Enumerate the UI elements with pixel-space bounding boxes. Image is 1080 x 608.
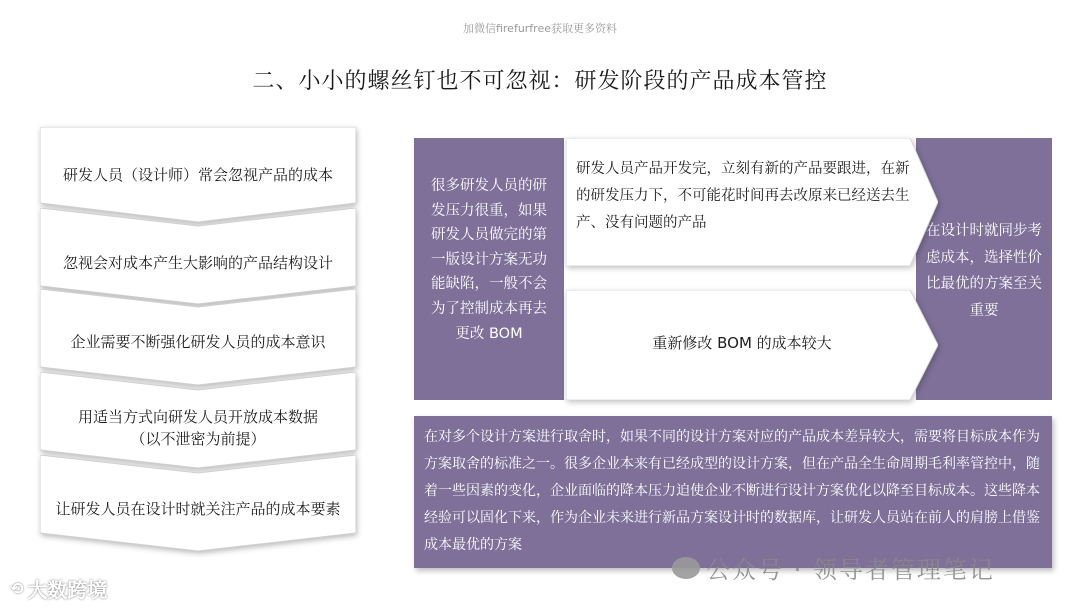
flow-left-panel	[414, 138, 564, 400]
flow-top-arrow	[566, 138, 938, 266]
chevron-item-5	[40, 455, 356, 551]
chevron-text-1: 研发人员（设计师）常会忽视产品的成本	[62, 166, 333, 184]
chevron-item-3	[40, 289, 356, 385]
wechat-watermark-text: 公众号 · 领导者管理笔记	[706, 556, 995, 584]
wechat-watermark	[672, 550, 995, 585]
chevron-text-4b: （以不泄密为前提）	[130, 430, 266, 448]
chevron-item-4	[40, 372, 356, 468]
brand-watermark	[10, 574, 107, 603]
flow-bottom-text: 重新修改 BOM 的成本较大	[652, 334, 832, 352]
flow-bottom-arrow	[566, 290, 938, 400]
chevron-text-3: 企业需要不断强化研发人员的成本意识	[70, 333, 326, 351]
page-title: 二、小小的螺丝钉也不可忽视：研发阶段的产品成本管控	[252, 69, 828, 94]
chevron-text-5: 让研发人员在设计时就关注产品的成本要素	[55, 500, 341, 518]
brand-logo-icon: ⟲	[10, 579, 24, 598]
wechat-icon	[672, 557, 700, 579]
flow-top-text: 研发人员产品开发完，立刻有新的产品要跟进，在新的研发压力下，不可能花时间再去改原来已经送去生产、没有问题的产品	[576, 161, 910, 231]
flow-right-text: 在设计时就同步考虑成本，选择性价比最优的方案至关重要	[926, 223, 1042, 319]
brand-watermark-text: 大数跨境	[27, 578, 108, 602]
summary-panel	[414, 416, 1052, 568]
flow-left-text: 很多研发人员的研发压力很重，如果研发人员做完的第一版设计方案无功能缺陷，一般不会为了控制成本再去更改 BOM	[431, 178, 547, 342]
chevron-text-2: 忽视会对成本产生大影响的产品结构设计	[62, 254, 333, 272]
header-watermark: 加微信firefurfree获取更多资料	[462, 22, 618, 35]
chevron-text-4: 用适当方式向研发人员开放成本数据	[77, 408, 318, 426]
summary-text: 在对多个设计方案进行取舍时，如果不同的设计方案对应的产品成本差异较大，需要将目标成本作为方案取舍的标准之一。很多企业本来有已经成型的设计方案，但在产品全生命周期毛利率管控中，随着一些因素的变化，企业面临的降本压力迫使企业不断进行设计方案优化以降至目标成本。这些降本经验可以固化下来，作为企业未来进行新品方案设计时的数据库，让研发人员站在前人的肩膀上借鉴成本最优的方案	[424, 429, 1040, 553]
